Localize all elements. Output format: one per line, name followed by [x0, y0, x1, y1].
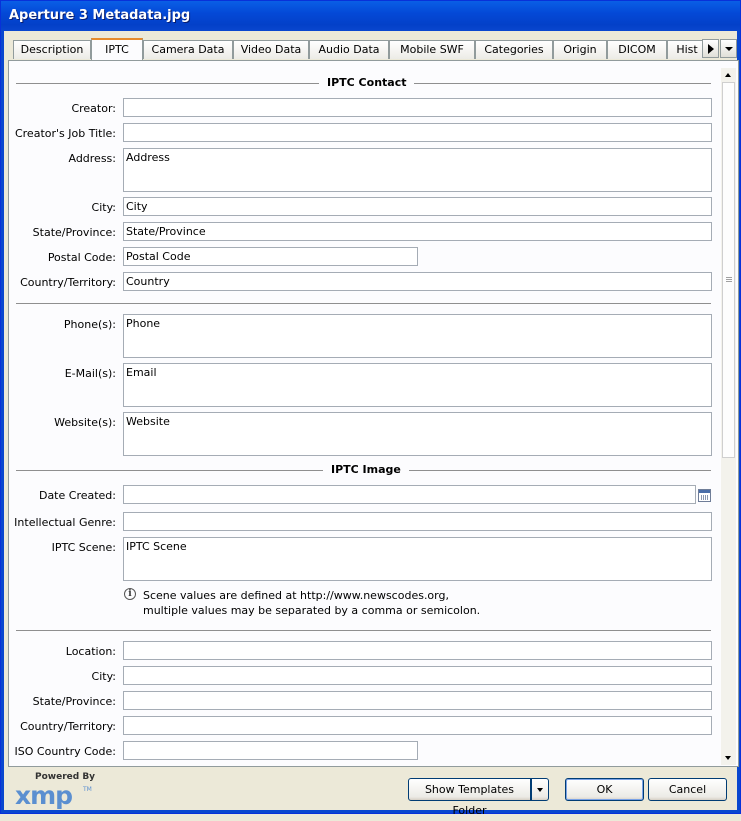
arrow-right-icon [708, 44, 714, 54]
scroll-up-button[interactable] [721, 68, 736, 82]
cancel-button[interactable]: Cancel [648, 778, 727, 801]
job-title-field[interactable] [123, 123, 712, 142]
scroll-thumb[interactable] [722, 82, 735, 458]
title-bar[interactable] [1, 1, 740, 31]
ok-button[interactable]: OK [565, 778, 644, 801]
iptc-scene-label: IPTC Scene: [51, 541, 116, 554]
image-state-field[interactable] [123, 691, 712, 710]
email-field[interactable]: Email [123, 363, 712, 407]
image-city-label: City: [91, 670, 116, 683]
country-field[interactable]: Country [123, 272, 712, 291]
postal-code-field[interactable]: Postal Code [123, 247, 418, 266]
thumb-grip [726, 279, 732, 280]
tab-origin[interactable]: Origin [553, 40, 607, 59]
chevron-down-icon [537, 788, 543, 792]
scroll-down-button[interactable] [721, 751, 736, 765]
tab-camera-data[interactable]: Camera Data [143, 40, 233, 59]
state-label: State/Province: [32, 226, 116, 239]
section-divider [16, 630, 711, 631]
address-field[interactable]: Address [123, 148, 712, 192]
phone-field[interactable]: Phone [123, 314, 712, 358]
templates-dropdown-button[interactable] [531, 778, 549, 801]
tab-bar [13, 38, 703, 60]
panel-scrollbar[interactable] [721, 68, 736, 765]
state-field[interactable]: State/Province [123, 222, 712, 241]
postal-code-label: Postal Code: [47, 251, 116, 264]
creator-field[interactable] [123, 98, 712, 117]
section-title-iptc-image: IPTC Image [323, 463, 409, 476]
tab-iptc[interactable]: IPTC [91, 38, 143, 60]
thumb-grip [726, 281, 732, 282]
job-title-label: Creator's Job Title: [14, 127, 116, 140]
scene-info-text-line1: Scene values are defined at http://www.newscodes.org, [143, 589, 449, 602]
xmp-logo [15, 772, 95, 808]
address-label: Address: [68, 152, 116, 165]
iptc-scene-field[interactable]: IPTC Scene [123, 537, 712, 581]
show-templates-folder-button[interactable]: Show Templates Folder [408, 778, 531, 801]
thumb-grip [726, 277, 732, 278]
chevron-down-icon [725, 47, 733, 51]
city-label: City: [91, 201, 116, 214]
tab-list-dropdown-button[interactable] [720, 39, 737, 58]
xmp-logo-text: xmp [15, 781, 73, 810]
tab-audio-data[interactable]: Audio Data [309, 40, 389, 59]
phone-label: Phone(s): [63, 318, 116, 331]
powered-by-text: Powered By [35, 772, 96, 782]
country-label: Country/Territory: [20, 276, 116, 289]
website-label: Website(s): [54, 416, 116, 429]
website-field[interactable]: Website [123, 412, 712, 456]
tab-dicom[interactable]: DICOM [607, 40, 667, 59]
genre-label: Intellectual Genre: [14, 516, 116, 529]
tab-mobile-swf[interactable]: Mobile SWF [389, 40, 475, 59]
image-country-label: Country/Territory: [20, 720, 116, 733]
iso-country-code-label: ISO Country Code: [14, 745, 116, 758]
tab-video-data[interactable]: Video Data [233, 40, 309, 59]
image-state-label: State/Province: [32, 695, 116, 708]
tab-categories[interactable]: Categories [475, 40, 553, 59]
location-label: Location: [65, 645, 116, 658]
tab-description[interactable]: Description [13, 40, 91, 59]
city-field[interactable]: City [123, 197, 712, 216]
image-country-field[interactable] [123, 716, 712, 735]
window-border-left [1, 31, 4, 813]
arrow-up-icon [725, 73, 731, 77]
image-city-field[interactable] [123, 666, 712, 685]
calendar-icon[interactable] [698, 489, 711, 502]
window-title: Aperture 3 Metadata.jpg [9, 8, 191, 23]
date-created-field[interactable] [123, 485, 696, 504]
genre-field[interactable] [123, 512, 712, 531]
date-created-label: Date Created: [38, 489, 116, 502]
arrow-down-icon [725, 756, 731, 760]
creator-label: Creator: [71, 102, 116, 115]
section-divider [16, 303, 711, 304]
iso-country-code-field[interactable] [123, 741, 418, 760]
info-icon: i [124, 588, 136, 600]
section-title-iptc-contact: IPTC Contact [319, 76, 414, 89]
tab-scroll-right-button[interactable] [702, 39, 719, 58]
scene-info-text-line2: multiple values may be separated by a comma or semicolon. [143, 604, 481, 617]
email-label: E-Mail(s): [64, 367, 116, 380]
window-border-bottom [1, 810, 740, 813]
tab-history[interactable]: Hist [667, 40, 703, 59]
location-field[interactable] [123, 641, 712, 660]
trademark-text: TM [83, 786, 92, 793]
